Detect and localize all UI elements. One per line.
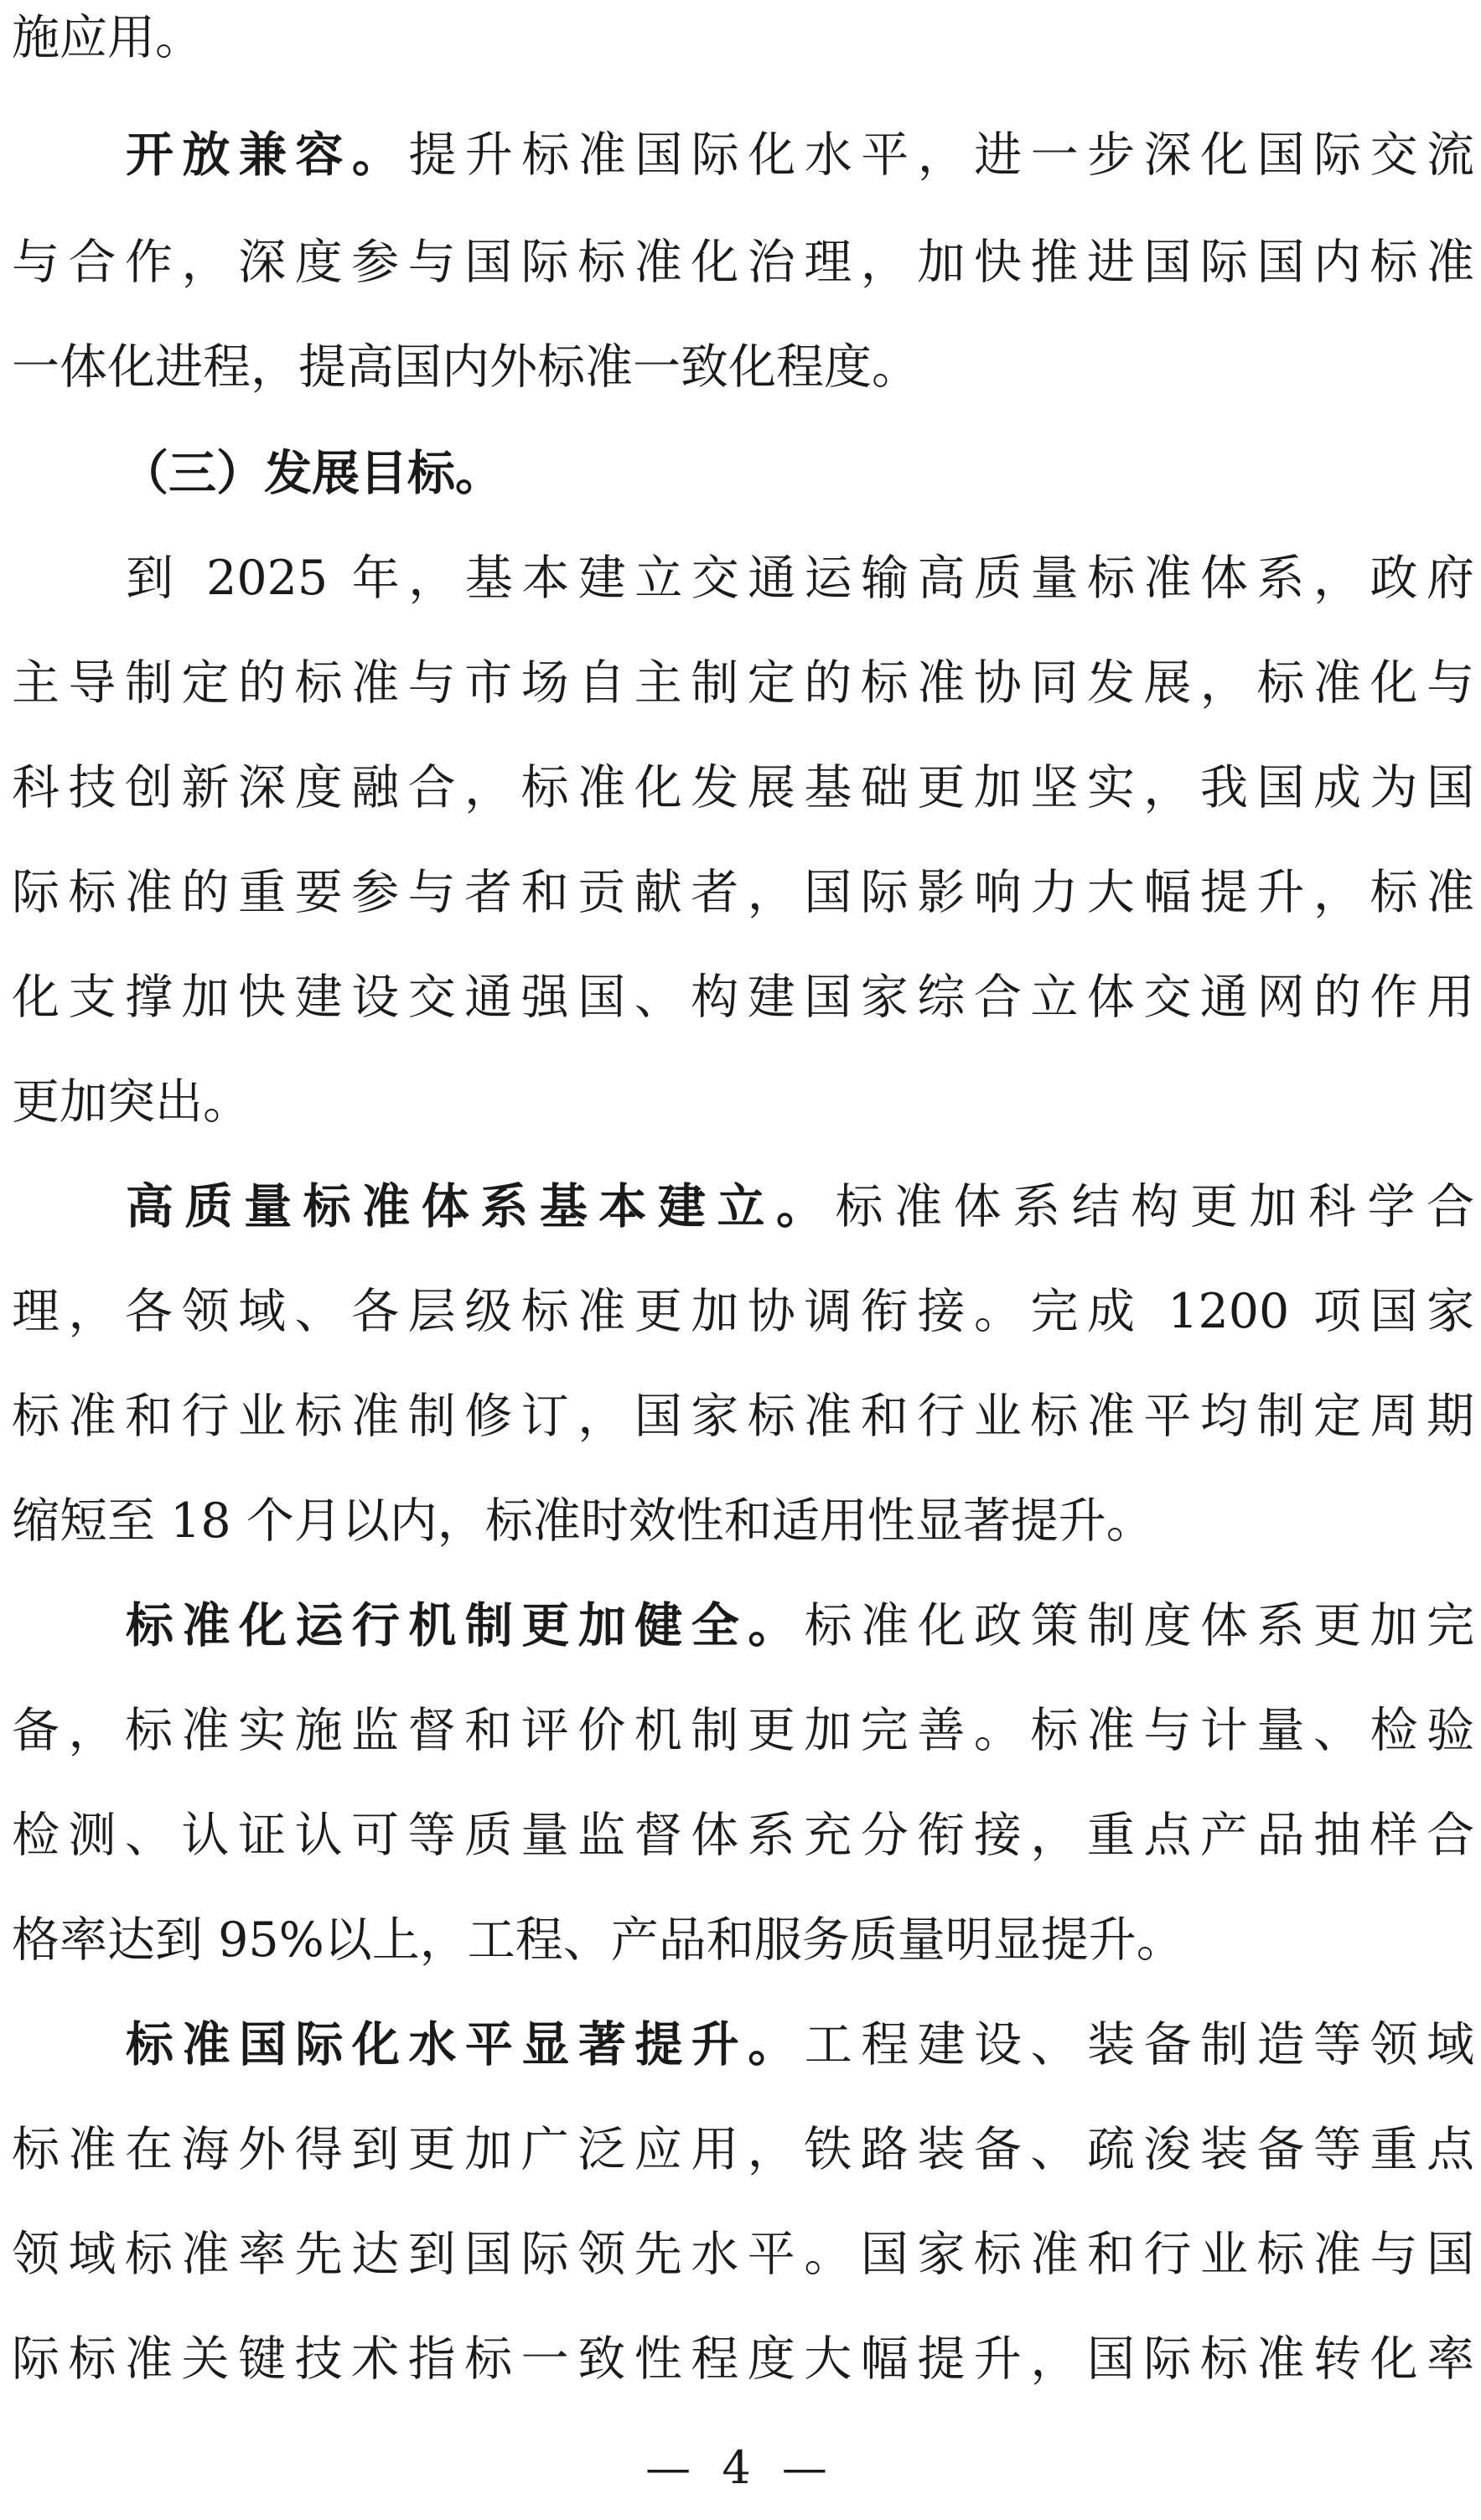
section-title [12, 436, 1474, 511]
text-line [12, 1588, 1474, 1664]
line-text: 理，各领域、各层级标准更加协调衔接。完成 1200 项国家 [12, 1284, 1474, 1339]
line-text: 到 2025 年，基本建立交通运输高质量标准体系，政府 [126, 551, 1474, 606]
text-line [12, 1693, 1474, 1768]
line-text: 备，标准实施监督和评价机制更加完善。标准与计量、检验 [12, 1703, 1474, 1758]
line-text: 科技创新深度融合，标准化发展基础更加坚实，我国成为国 [12, 760, 1474, 815]
line-text: 缩短至 18 个月以内，标准时效性和适用性显著提升。 [12, 1493, 1154, 1549]
document-page [12, 0, 1474, 2520]
text-line [12, 0, 1474, 75]
line-text: 化支撑加快建设交通强国、构建国家综合立体交通网的作用 [12, 970, 1474, 1025]
line-text: 更加突出。 [12, 1074, 251, 1130]
text-line [12, 960, 1474, 1035]
text-line [12, 1379, 1474, 1454]
text-line [12, 1169, 1474, 1244]
line-text: 标准和行业标准制修订，国家标准和行业标准平均制定周期 [12, 1389, 1474, 1444]
text-line [12, 225, 1474, 300]
text-line [12, 1798, 1474, 1873]
text-line [12, 2321, 1474, 2397]
line-text: 主导制定的标准与市场自主制定的标准协同发展，标准化与 [12, 655, 1474, 711]
paragraph-heading: 开放兼容。 [126, 127, 409, 183]
line-text: 检测、认证认可等质量监督体系充分衔接，重点产品抽样合 [12, 1808, 1474, 1863]
line-text: 际标准的重要参与者和贡献者，国际影响力大幅提升，标准 [12, 865, 1474, 920]
text-line [12, 750, 1474, 825]
page-number: — 4 — [645, 2441, 836, 2494]
section-title-text: （三）发展目标。 [121, 446, 503, 501]
text-line [12, 1274, 1474, 1349]
paragraph-heading: 标准国际化水平显著提升。 [126, 2017, 805, 2072]
text-line [12, 645, 1474, 721]
text-line [12, 329, 1474, 405]
line-text: 际标准关键技术指标一致性程度大幅提升，国际标准转化率 [12, 2331, 1474, 2387]
line-text: 标准化政策制度体系更加完 [804, 1598, 1474, 1653]
text-line [12, 541, 1474, 616]
line-text: 领域标准率先达到国际领先水平。国家标准和行业标准与国 [12, 2227, 1474, 2282]
text-line [12, 2007, 1474, 2083]
text-line [12, 2217, 1474, 2292]
text-line [12, 1483, 1474, 1559]
paragraph-heading: 标准化运行机制更加健全。 [126, 1598, 805, 1653]
line-text: 格率达到 95%以上，工程、产品和服务质量明显提升。 [12, 1912, 1184, 1968]
line-text: 与合作，深度参与国际标准化治理，加快推进国际国内标准 [12, 235, 1474, 290]
line-text: 一体化进程，提高国内外标准一致化程度。 [12, 339, 919, 395]
text-line [12, 2112, 1474, 2187]
line-text: 工程建设、装备制造等领域 [804, 2017, 1474, 2072]
text-line [12, 1902, 1474, 1978]
line-text: 提升标准国际化水平，进一步深化国际交流 [408, 127, 1474, 183]
text-line [12, 117, 1474, 193]
text-line [12, 1064, 1474, 1140]
paragraph-heading: 高质量标准体系基本建立。 [126, 1179, 836, 1234]
line-text: 标准体系结构更加科学合 [835, 1179, 1474, 1234]
line-text: 标准在海外得到更加广泛应用，铁路装备、疏浚装备等重点 [12, 2122, 1474, 2177]
text-line [12, 855, 1474, 930]
line-text: 施应用。 [12, 10, 203, 65]
